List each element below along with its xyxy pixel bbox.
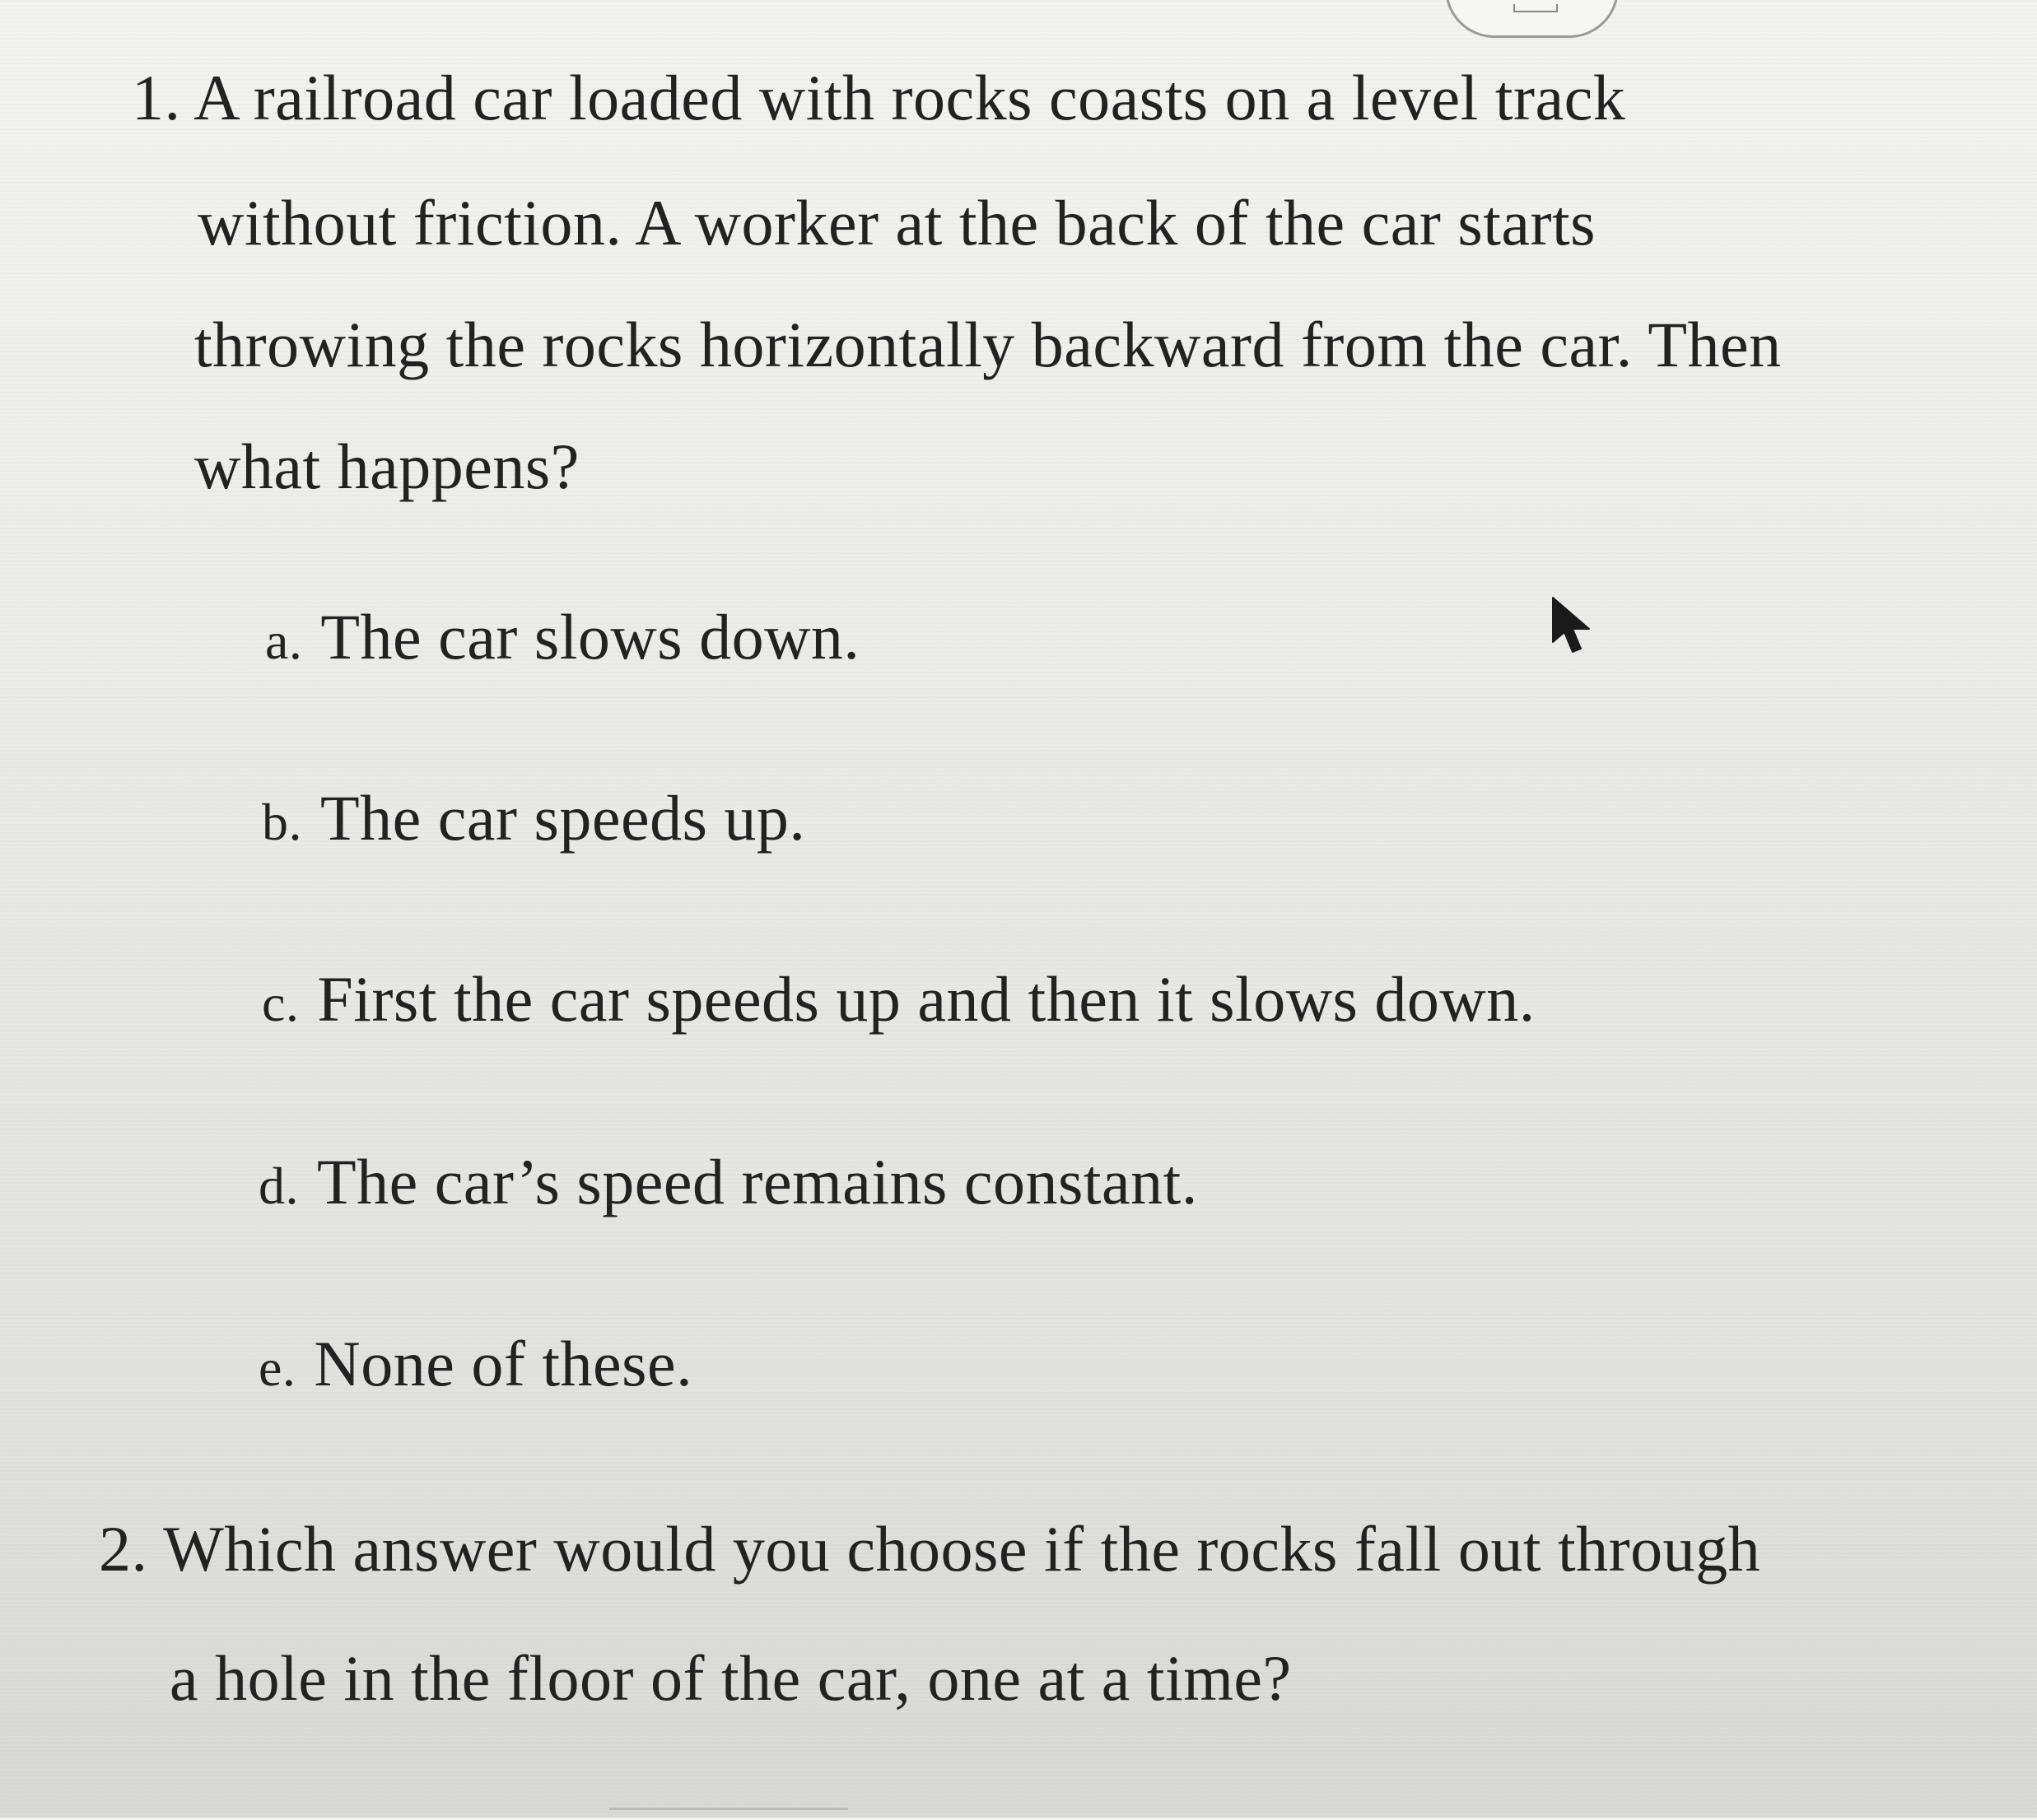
option-text: First the car speeds up and then it slows down. (317, 963, 1536, 1035)
question-2-line-2: a hole in the floor of the car, one at a time? (170, 1642, 1292, 1714)
question-1-line-2: without friction. A worker at the back of the car starts (198, 187, 1596, 258)
option-d[interactable] (259, 1146, 1198, 1217)
option-a[interactable] (265, 601, 860, 673)
question-text: Which answer would you choose if the rocks fall out through (163, 1513, 1761, 1585)
question-1-line-1 (132, 62, 1626, 133)
question-text: A railroad car loaded with rocks coasts on a level track (193, 62, 1626, 133)
tab-handle-icon (1513, 4, 1558, 12)
question-2-line-1 (99, 1513, 1761, 1585)
option-text: The car speeds up. (320, 782, 806, 854)
mouse-pointer-icon (1550, 594, 1599, 660)
option-letter: b. (262, 793, 302, 851)
option-text: None of these. (314, 1328, 693, 1399)
option-b[interactable] (262, 782, 806, 854)
question-1-line-4: what happens? (194, 431, 580, 502)
option-letter: e. (259, 1338, 296, 1397)
page-bottom-divider (609, 1808, 848, 1820)
option-c[interactable] (262, 963, 1536, 1035)
option-letter: d. (259, 1157, 299, 1215)
question-number: 2. (99, 1513, 148, 1585)
toolbar-tab[interactable] (1445, 0, 1619, 38)
option-text: The car’s speed remains constant. (317, 1146, 1198, 1217)
question-1-line-3: throwing the rocks horizontally backward from the car. Then (194, 309, 1782, 380)
option-text: The car slows down. (320, 601, 860, 673)
option-letter: c. (262, 974, 300, 1032)
option-letter: a. (265, 612, 303, 670)
option-e[interactable] (259, 1328, 693, 1399)
question-number: 1. (132, 62, 181, 133)
